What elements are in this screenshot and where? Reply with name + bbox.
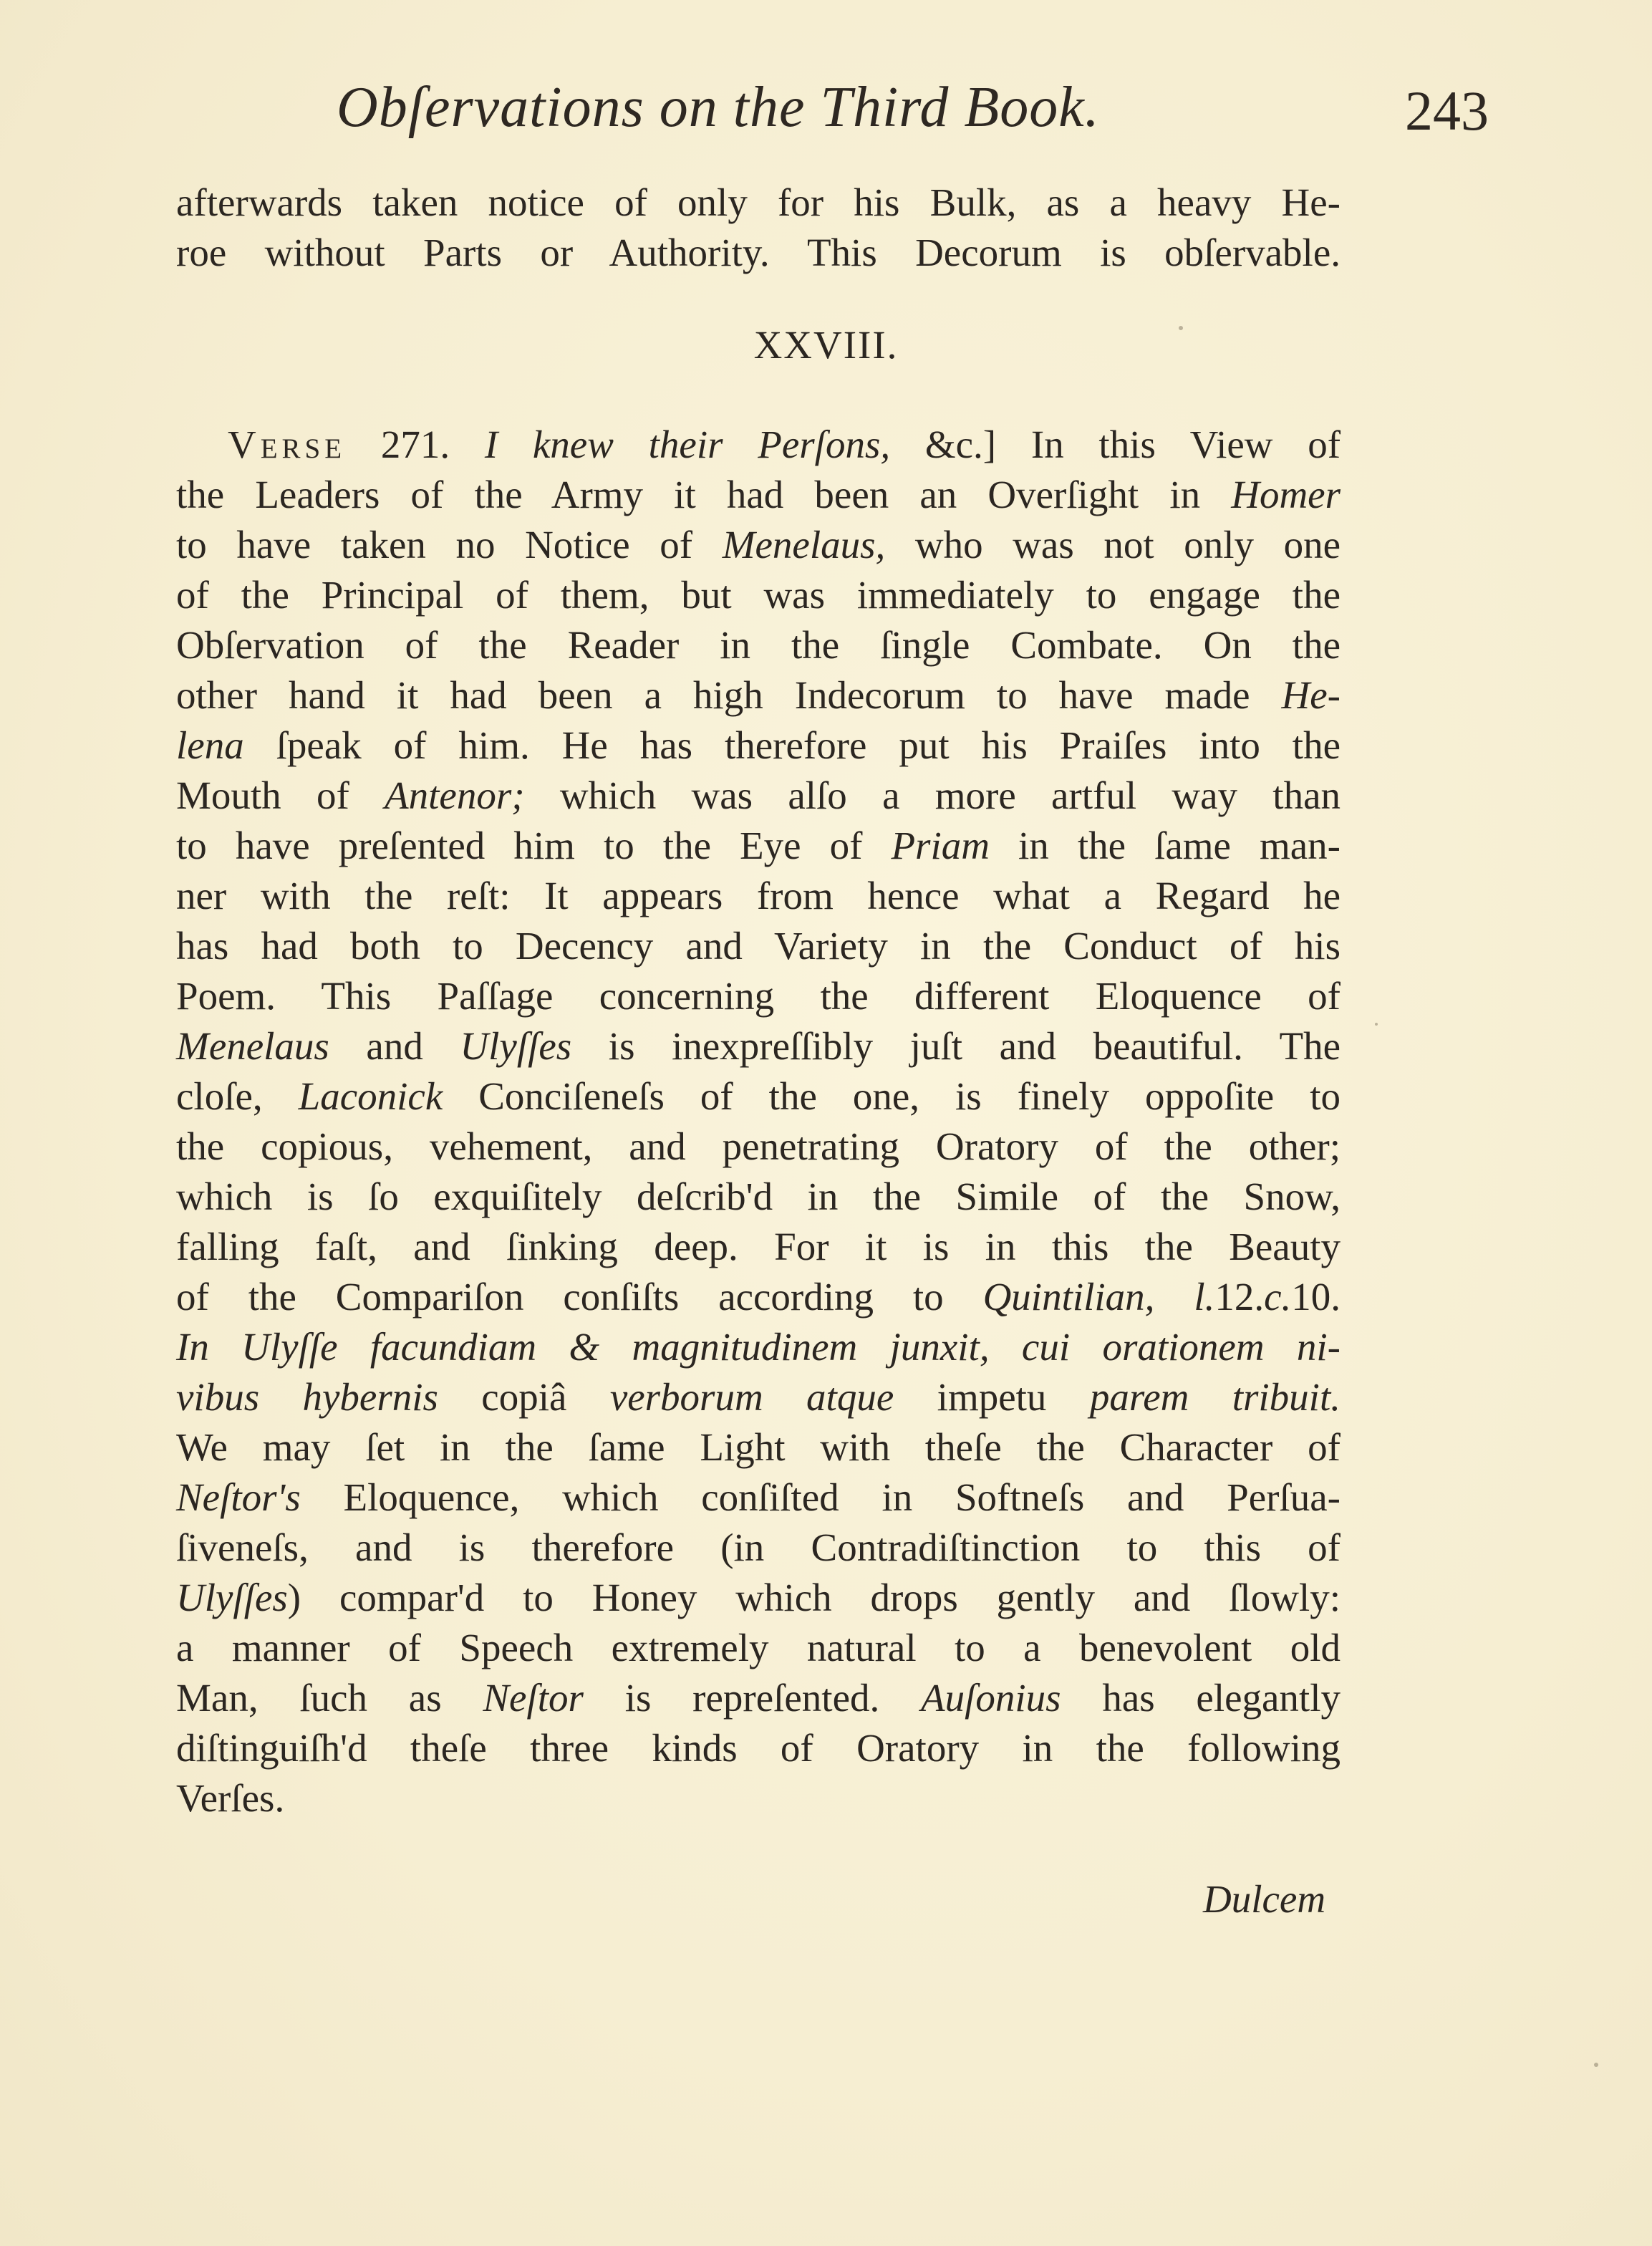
text-segment: has had both to Decency and Variety in the Conduct of his xyxy=(176,924,1341,968)
text-segment: of the Compariſon conſiſts according to xyxy=(176,1275,983,1319)
italic-segment: c. xyxy=(1264,1275,1292,1319)
text-line xyxy=(176,1223,1341,1273)
text-line xyxy=(176,1424,1341,1474)
italic-segment: vibus hybernis xyxy=(176,1375,438,1419)
text-segment: Man, ſuch as xyxy=(176,1676,483,1720)
italic-segment: l. xyxy=(1194,1275,1215,1319)
text-line xyxy=(176,1324,1341,1374)
italic-segment: In Ulyſſe facundiam & magnitudinem junxit, cui orationem ni- xyxy=(176,1325,1341,1369)
text-segment: falling faſt, and ſinking deep. For it is in this the Beauty xyxy=(176,1225,1341,1268)
text-line xyxy=(176,1123,1341,1173)
text-segment: and xyxy=(329,1024,460,1068)
text-segment: the Leaders of the Army it had been an Overſight in xyxy=(176,473,1232,516)
text-line xyxy=(176,1725,1341,1775)
text-line xyxy=(176,572,1341,622)
text-segment: which is ſo exquiſitely deſcrib'd in the Simile of the Snow, xyxy=(176,1175,1341,1218)
text-segment: Eloquence, which conſiſted in Softneſs and Perſua- xyxy=(300,1475,1341,1519)
text-segment: Poem. This Paſſage concerning the different Eloquence of xyxy=(176,974,1341,1018)
text-segment xyxy=(1154,1275,1194,1319)
text-segment: has elegantly xyxy=(1061,1676,1341,1720)
running-title: Obſervations on the Third Book. xyxy=(337,76,1100,139)
italic-segment: Auſonius xyxy=(921,1676,1061,1720)
verse-lemma: I knew their Perſons, xyxy=(484,423,891,466)
text-line xyxy=(176,471,1341,521)
text-line xyxy=(176,1273,1341,1324)
text-line xyxy=(176,973,1341,1023)
text-line xyxy=(176,872,1341,922)
italic-segment: parem tribuit. xyxy=(1089,1375,1341,1419)
paper-speck xyxy=(1375,1023,1378,1026)
text-line xyxy=(176,1574,1341,1624)
text-line xyxy=(176,1073,1341,1123)
verse-number: 271. xyxy=(380,423,450,466)
text-segment: to have taken no Notice of xyxy=(176,523,723,567)
italic-segment: Ulyſſes xyxy=(460,1024,572,1068)
italic-segment: verborum atque xyxy=(609,1375,894,1419)
verse-line xyxy=(228,421,1341,471)
text-segment: ſiveneſs, and is therefore (in Contradiſtinction to this of xyxy=(176,1526,1341,1569)
text-segment: other hand it had been a high Indecorum to have made xyxy=(176,673,1282,717)
text-line: roe without Parts or Authority. This Decorum is obſervable. xyxy=(176,231,1341,274)
italic-segment: Homer xyxy=(1231,473,1341,516)
catchword: Dulcem xyxy=(1203,1877,1326,1921)
text-line xyxy=(176,672,1341,722)
italic-segment: Antenor; xyxy=(385,773,525,817)
italic-segment: lena xyxy=(176,723,244,767)
text-line xyxy=(176,1524,1341,1574)
text-segment: diſtinguiſh'd theſe three kinds of Oratory in the following xyxy=(176,1726,1341,1770)
text-segment: the copious, vehement, and penetrating Oratory of the other; xyxy=(176,1124,1341,1168)
text-line xyxy=(176,521,1341,572)
italic-segment: Menelaus, xyxy=(722,523,886,567)
text-segment: cloſe, xyxy=(176,1074,299,1118)
text-line xyxy=(176,1775,1341,1825)
italic-segment: He- xyxy=(1281,673,1341,717)
text-segment: who was not only one xyxy=(885,523,1341,567)
text-segment: of the Principal of them, but was immediately to engage the xyxy=(176,573,1341,617)
text-line xyxy=(176,1674,1341,1725)
italic-segment: Laconick xyxy=(298,1074,443,1118)
text-segment: 12. xyxy=(1214,1275,1265,1319)
text-line xyxy=(176,1474,1341,1524)
text-segment: 10. xyxy=(1291,1275,1341,1319)
text-segment: impetu xyxy=(894,1375,1090,1419)
italic-segment: Menelaus xyxy=(176,1024,329,1068)
text-line xyxy=(176,622,1341,672)
text-line: afterwards taken notice of only for his Bulk, as a heavy He- xyxy=(176,180,1341,224)
text-segment: Obſervation of the Reader in the ſingle Combate. On the xyxy=(176,623,1341,667)
text-line xyxy=(176,722,1341,772)
text-segment: is repreſented. xyxy=(583,1676,922,1720)
text-segment: a manner of Speech extremely natural to a benevolent old xyxy=(176,1626,1341,1669)
italic-segment: Priam xyxy=(891,824,990,867)
text-segment: ner with the reſt: It appears from hence what a Regard he xyxy=(176,874,1341,917)
text-segment: We may ſet in the ſame Light with theſe the Character of xyxy=(176,1425,1341,1469)
text-line xyxy=(176,922,1341,973)
text-segment: to have preſented him to the Eye of xyxy=(176,824,892,867)
text-segment: Conciſeneſs of the one, is finely oppoſite to xyxy=(443,1074,1341,1118)
italic-segment: Neſtor xyxy=(483,1676,584,1720)
text-line xyxy=(176,1624,1341,1674)
text-line xyxy=(176,772,1341,822)
section-heading: XXVIII. xyxy=(753,323,899,367)
text-segment: which was alſo a more artful way than xyxy=(524,773,1341,817)
text-segment: ſpeak of him. He has therefore put his Praiſes into the xyxy=(243,723,1341,767)
page-number: 243 xyxy=(1405,79,1489,142)
paper-speck xyxy=(1594,2063,1598,2067)
text-line xyxy=(176,1374,1341,1424)
italic-segment: Ulyſſes xyxy=(176,1576,288,1619)
text-segment: in the ſame man- xyxy=(989,824,1341,867)
text-line xyxy=(176,1023,1341,1073)
verse-etc: &c.] xyxy=(924,423,997,466)
text-segment: Verſes. xyxy=(176,1776,285,1820)
text-line xyxy=(176,1173,1341,1223)
italic-segment: Quintilian, xyxy=(982,1275,1155,1319)
text-line xyxy=(176,822,1341,872)
italic-segment: Neſtor's xyxy=(176,1475,301,1519)
paper-speck xyxy=(1179,326,1183,330)
text-segment: copiâ xyxy=(438,1375,610,1419)
verse-label: Verse xyxy=(228,423,347,466)
text-segment: is inexpreſſibly juſt and beautiful. The xyxy=(571,1024,1341,1068)
text-segment: ) compar'd to Honey which drops gently and ſlowly: xyxy=(287,1576,1341,1619)
text-segment: Mouth of xyxy=(176,773,385,817)
verse-rest: In this View of xyxy=(1030,423,1341,466)
